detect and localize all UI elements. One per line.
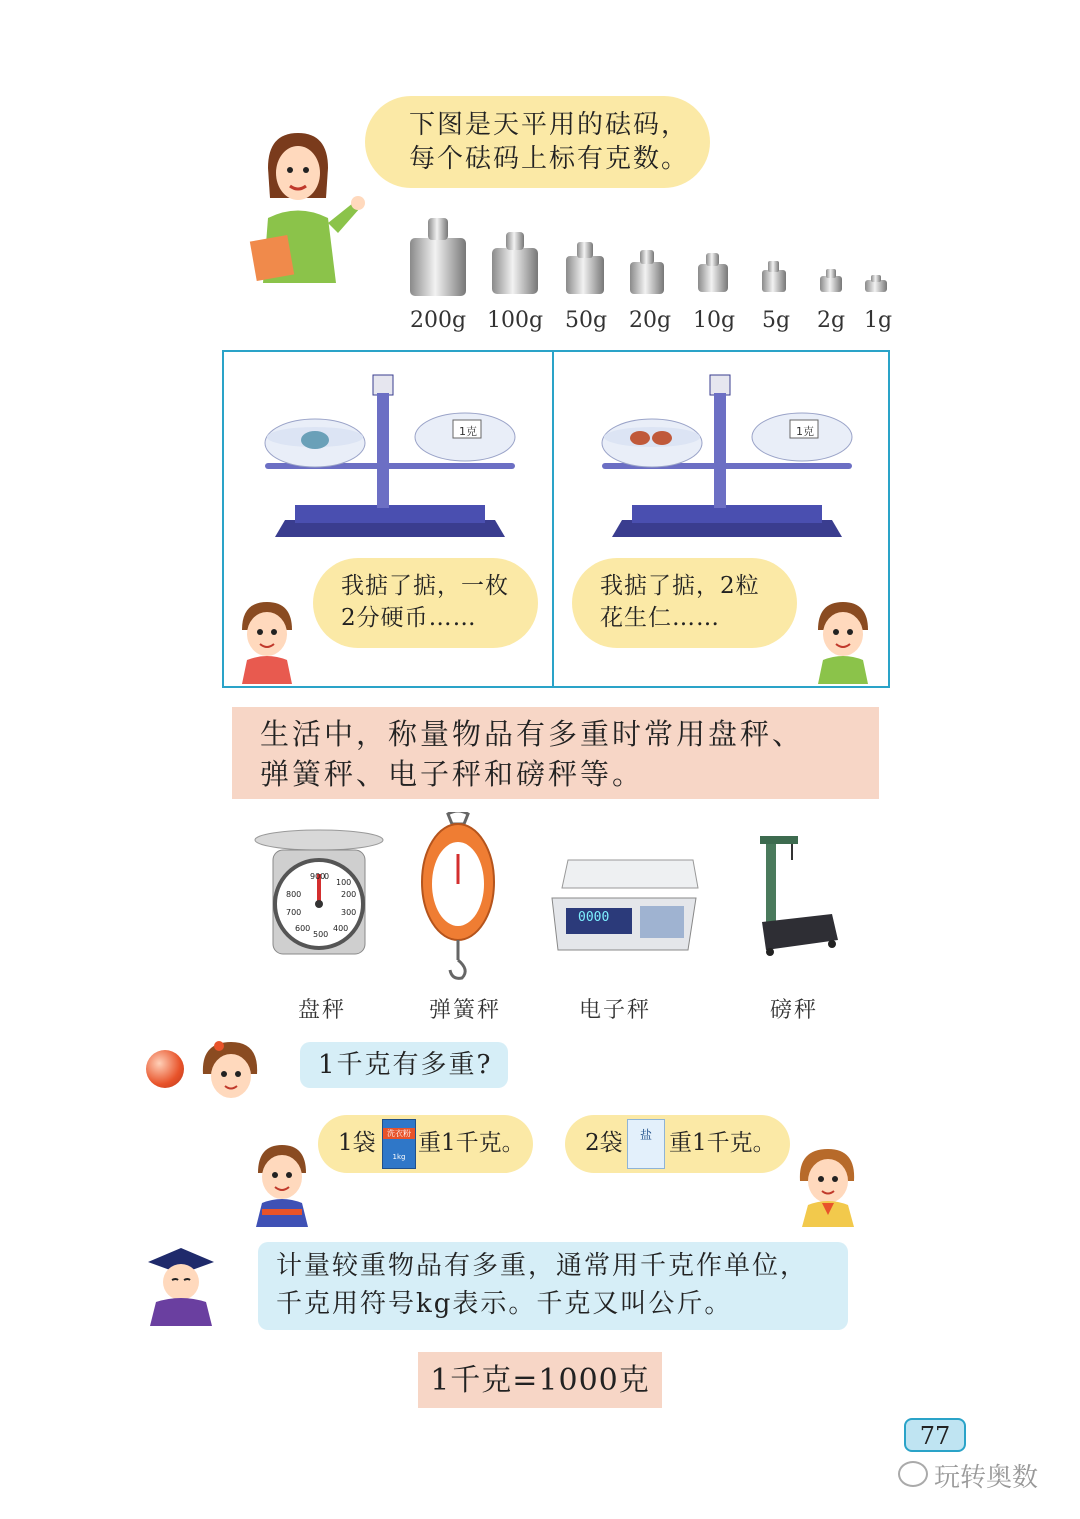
- dial-400: 400: [333, 924, 349, 933]
- salt-pack-label: 盐: [639, 1128, 652, 1142]
- question-text: 1千克有多重?: [318, 1050, 493, 1080]
- definition-box: [258, 1242, 848, 1330]
- question-bubble: [300, 1042, 508, 1088]
- detergent-pack-weight: 1kg: [392, 1153, 406, 1161]
- left-boy-bubble-line2: 2分硬币……: [341, 605, 477, 631]
- dial-0: 0: [324, 872, 330, 881]
- left-boy-bubble-line1: 我掂了掂，一枚: [341, 573, 509, 599]
- weight-label-20g: 20g: [628, 308, 672, 333]
- weight-label-1g: 1g: [863, 308, 893, 333]
- answer-right-bubble: [565, 1115, 790, 1173]
- formula-box: [418, 1352, 662, 1408]
- right-boy-bubble-line2: 花生仁……: [600, 605, 720, 631]
- doctor-illustration: [146, 1244, 216, 1326]
- boy-answer-illustration: [248, 1143, 316, 1227]
- weight-label-50g: 50g: [564, 308, 608, 333]
- panel-divider: [552, 350, 554, 688]
- teacher-bubble-line2: 每个砝码上标有克数。: [409, 144, 690, 174]
- dial-200: 200: [341, 890, 357, 899]
- detergent-pack-label: 洗衣粉: [383, 1128, 415, 1139]
- definition-line1: 计量较重物品有多重，通常用千克作单位，: [276, 1251, 809, 1281]
- page-number-text: 77: [919, 1422, 951, 1450]
- dial-300: 300: [341, 908, 357, 917]
- right-boy-illustration: [806, 600, 878, 684]
- dial-600: 600: [295, 924, 311, 933]
- answer-right-suffix: 重1千克。: [669, 1130, 776, 1156]
- weight-label-10g: 10g: [692, 308, 736, 333]
- teacher-illustration: [248, 128, 368, 283]
- balance-left: [255, 365, 525, 545]
- watermark: [890, 1455, 1070, 1491]
- scales-info-box: [232, 707, 879, 799]
- answer-left-prefix: 1袋: [338, 1130, 376, 1156]
- electronic-scale-illustration: [548, 850, 700, 960]
- platform-scale-illustration: [752, 832, 842, 960]
- info-line1: 生活中，称量物品有多重时常用盘秤、: [260, 717, 805, 751]
- dial-900: 900: [310, 872, 326, 881]
- weights-row: [400, 210, 900, 340]
- red-ball-icon: [146, 1050, 184, 1088]
- pan-scale-illustration: [253, 828, 385, 958]
- dial-100: 100: [336, 878, 352, 887]
- teacher-bubble-line1: 下图是天平用的砝码，: [409, 110, 690, 140]
- wechat-icon: [898, 1461, 928, 1487]
- label-platform-scale: 磅秤: [769, 998, 818, 1023]
- electronic-display: 0000: [578, 910, 610, 925]
- answer-left-suffix: 重1千克。: [418, 1130, 525, 1156]
- definition-line2: 千克用符号kg表示。千克又叫公斤。: [276, 1289, 733, 1319]
- balance-right: [592, 365, 862, 545]
- formula-text: 1千克=1000克: [430, 1363, 650, 1398]
- teacher-speech-bubble: [365, 96, 710, 188]
- page-number: [904, 1418, 966, 1452]
- girl-question-illustration: [195, 1038, 265, 1110]
- girl-answer-illustration: [794, 1145, 862, 1227]
- weight-label-2g: 2g: [816, 308, 846, 333]
- label-pan-scale: 盘秤: [297, 998, 346, 1023]
- right-boy-bubble: [572, 558, 797, 648]
- weight-label-5g: 5g: [761, 308, 791, 333]
- left-pan-tag: 1克: [459, 425, 477, 438]
- left-boy-illustration: [232, 600, 302, 684]
- weight-label-100g: 100g: [486, 308, 544, 333]
- dial-800: 800: [286, 890, 302, 899]
- dial-500: 500: [313, 930, 329, 939]
- left-boy-bubble: [313, 558, 538, 648]
- detergent-pack-icon: [382, 1119, 416, 1169]
- answer-right-prefix: 2袋: [585, 1130, 623, 1156]
- right-boy-bubble-line1: 我掂了掂，2粒: [600, 573, 760, 599]
- right-pan-tag: 1克: [796, 425, 814, 438]
- spring-scale-illustration: [418, 812, 498, 982]
- label-electronic-scale: 电子秤: [578, 998, 651, 1023]
- answer-left-bubble: [318, 1115, 533, 1173]
- salt-pack-icon: [627, 1119, 665, 1169]
- weight-label-200g: 200g: [409, 308, 467, 333]
- info-line2: 弹簧秤、电子秤和磅秤等。: [260, 757, 645, 791]
- label-spring-scale: 弹簧秤: [428, 998, 501, 1023]
- watermark-text: 玩转奥数: [934, 1463, 1039, 1493]
- dial-700: 700: [286, 908, 302, 917]
- weights-illustration: [400, 210, 900, 305]
